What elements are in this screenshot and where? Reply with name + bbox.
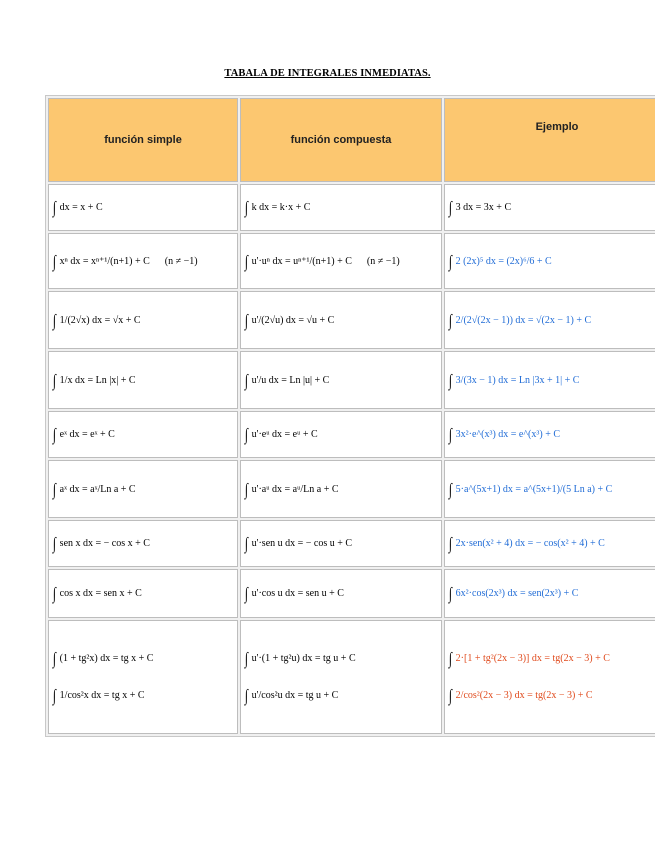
formula: 2/(2√(2x − 1)) dx = √(2x − 1) + C — [455, 314, 592, 326]
table-row — [48, 460, 655, 518]
formula: u'·sen u dx = − cos u + C — [251, 538, 353, 549]
formula: eˣ dx = eˣ + C — [59, 429, 115, 440]
table-row — [48, 351, 655, 409]
cell-simple: ∫ cos x dx = sen x + C — [48, 569, 238, 618]
cell-ejemplo: ∫ 3 dx = 3x + C — [444, 184, 655, 231]
cell-simple: ∫ aˣ dx = aˣ/Ln a + C — [48, 460, 238, 518]
formula: u'·eᵘ dx = eᵘ + C — [251, 429, 318, 440]
formula: u'·aᵘ dx = aᵘ/Ln a + C — [251, 483, 339, 495]
formula: 3 dx = 3x + C — [455, 202, 512, 213]
cell-simple: ∫ dx = x + C — [48, 184, 238, 231]
cell-ejemplo: ∫ 2 (2x)⁵ dx = (2x)⁶/6 + C — [444, 233, 655, 289]
cell-ejemplo: ∫ 3/(3x − 1) dx = Ln |3x + 1| + C — [444, 351, 655, 409]
formula: 2x·sen(x² + 4) dx = − cos(x² + 4) + C — [455, 538, 605, 549]
table-row — [48, 184, 655, 231]
formula: dx = x + C — [59, 202, 103, 213]
page-title: TABALA DE INTEGRALES INMEDIATAS. — [224, 68, 431, 79]
cell-ejemplo: ∫ 2/(2√(2x − 1)) dx = √(2x − 1) + C — [444, 291, 655, 349]
table-row — [48, 233, 655, 289]
cell-compuesta: ∫ u'·cos u dx = sen u + C — [240, 569, 442, 618]
cell-ejemplo: ∫ 6x²·cos(2x³) dx = sen(2x³) + C — [444, 569, 655, 618]
cell-compuesta: ∫ k dx = k·x + C — [240, 184, 442, 231]
header-ejemplo: Ejemplo — [444, 98, 655, 182]
formula: 2 (2x)⁵ dx = (2x)⁶/6 + C — [455, 255, 552, 267]
formula: k dx = k·x + C — [251, 202, 311, 213]
cell-ejemplo: ∫ 2·[1 + tg²(2x − 3)] dx = tg(2x − 3) + C ∫ 2/cos²(2x − 3) dx = tg(2x − 3) + C — [444, 620, 655, 734]
formula: u'·cos u dx = sen u + C — [251, 588, 344, 599]
formula: 2/cos²(2x − 3) dx = tg(2x − 3) + C — [455, 690, 593, 701]
cell-simple: ∫ xⁿ dx = xⁿ⁺¹/(n+1) + C (n ≠ −1) — [48, 233, 238, 289]
cell-simple: ∫ eˣ dx = eˣ + C — [48, 411, 238, 458]
cell-simple: ∫ sen x dx = − cos x + C — [48, 520, 238, 567]
integrals-table — [45, 95, 655, 737]
formula: (1 + tg²x) dx = tg x + C — [59, 653, 154, 664]
cell-ejemplo: ∫ 2x·sen(x² + 4) dx = − cos(x² + 4) + C — [444, 520, 655, 567]
table-row — [48, 411, 655, 458]
formula: cos x dx = sen x + C — [59, 588, 142, 599]
formula: xⁿ dx = xⁿ⁺¹/(n+1) + C — [59, 255, 150, 267]
formula: u'/cos²u dx = tg u + C — [251, 690, 339, 701]
cell-compuesta: ∫ u'·uⁿ dx = uⁿ⁺¹/(n+1) + C (n ≠ −1) — [240, 233, 442, 289]
formula: 3x²·e^(x³) dx = e^(x³) + C — [455, 429, 561, 440]
cell-compuesta: ∫ u'·eᵘ dx = eᵘ + C — [240, 411, 442, 458]
formula: u'/(2√u) dx = √u + C — [251, 314, 335, 326]
table-row — [48, 520, 655, 567]
cell-ejemplo: ∫ 5·a^(5x+1) dx = a^(5x+1)/(5 Ln a) + C — [444, 460, 655, 518]
formula: u'/u dx = Ln |u| + C — [251, 374, 330, 386]
header-row — [48, 98, 655, 182]
table-row — [48, 291, 655, 349]
header-simple: función simple — [48, 98, 238, 182]
header-compuesta: función compuesta — [240, 98, 442, 182]
cell-ejemplo: ∫ 3x²·e^(x³) dx = e^(x³) + C — [444, 411, 655, 458]
formula: 6x²·cos(2x³) dx = sen(2x³) + C — [455, 588, 579, 599]
cell-compuesta: ∫ u'/u dx = Ln |u| + C — [240, 351, 442, 409]
cell-compuesta: ∫ u'·sen u dx = − cos u + C — [240, 520, 442, 567]
cell-simple: ∫ 1/x dx = Ln |x| + C — [48, 351, 238, 409]
formula: sen x dx = − cos x + C — [59, 538, 150, 549]
cell-compuesta: ∫ u'·(1 + tg²u) dx = tg u + C ∫ u'/cos²u dx = tg u + C — [240, 620, 442, 734]
formula: 3/(3x − 1) dx = Ln |3x + 1| + C — [455, 374, 580, 386]
formula: u'·uⁿ dx = uⁿ⁺¹/(n+1) + C — [251, 255, 352, 267]
formula: 1/x dx = Ln |x| + C — [59, 374, 136, 386]
table-row — [48, 569, 655, 618]
table-row — [48, 620, 655, 734]
formula: 5·a^(5x+1) dx = a^(5x+1)/(5 Ln a) + C — [455, 483, 613, 495]
cell-simple: ∫ 1/(2√x) dx = √x + C — [48, 291, 238, 349]
formula: 2·[1 + tg²(2x − 3)] dx = tg(2x − 3) + C — [455, 653, 610, 664]
formula: u'·(1 + tg²u) dx = tg u + C — [251, 653, 356, 664]
formula: 1/(2√x) dx = √x + C — [59, 314, 141, 326]
condition: (n ≠ −1) — [164, 255, 198, 267]
cell-simple: ∫ (1 + tg²x) dx = tg x + C ∫ 1/cos²x dx = tg x + C — [48, 620, 238, 734]
formula: 1/cos²x dx = tg x + C — [59, 690, 145, 701]
formula: aˣ dx = aˣ/Ln a + C — [59, 483, 136, 495]
cell-compuesta: ∫ u'·aᵘ dx = aᵘ/Ln a + C — [240, 460, 442, 518]
integrals-table-wrapper — [45, 95, 655, 755]
condition: (n ≠ −1) — [366, 255, 400, 267]
cell-compuesta: ∫ u'/(2√u) dx = √u + C — [240, 291, 442, 349]
